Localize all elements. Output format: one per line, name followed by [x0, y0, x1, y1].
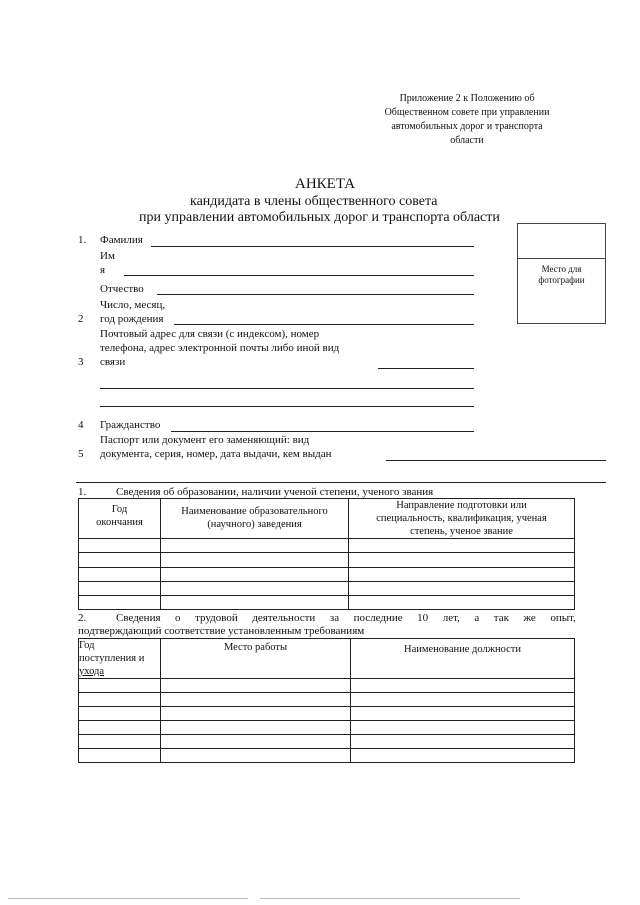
table-cell[interactable] [161, 596, 349, 610]
surname-label: Фамилия [100, 234, 143, 246]
address-label-line2: телефона, адрес электронной почты либо иной вид [100, 342, 340, 354]
citizenship-label: Гражданство [100, 419, 161, 431]
table-row [79, 679, 575, 693]
work-heading-word: а [474, 612, 480, 624]
work-heading-word: же [523, 612, 536, 624]
table-cell[interactable] [161, 539, 349, 553]
form-subtitle-line2: при управлении автомобильных дорог и транспорта области [139, 210, 500, 225]
work-col-year-line3: ухода [79, 666, 105, 677]
table-cell[interactable] [161, 553, 349, 568]
work-col-position-label: Наименование должности [404, 644, 521, 655]
education-number: 1. [78, 486, 87, 498]
passport-field-2[interactable] [76, 482, 606, 483]
work-heading-word: опыт, [550, 612, 576, 624]
table-cell[interactable] [349, 539, 575, 553]
education-col-institution [161, 499, 349, 539]
photo-divider [518, 258, 605, 259]
education-col-specialty-line2: специальность, квалификация, ученая [376, 513, 547, 524]
photo-label [518, 264, 605, 286]
patronymic-field[interactable] [157, 294, 474, 295]
table-cell[interactable] [79, 539, 161, 553]
work-col-year [79, 639, 161, 679]
appendix-line: Приложение 2 к Положению об [399, 93, 535, 104]
table-row [79, 553, 575, 568]
table-cell[interactable] [351, 707, 575, 721]
address-field-2[interactable] [100, 388, 474, 389]
education-table [78, 498, 575, 610]
education-heading: Сведения об образовании, наличии ученой степени, ученого звания [116, 486, 434, 498]
table-cell[interactable] [351, 679, 575, 693]
work-heading-word: за [329, 612, 340, 624]
item-number-5: 5 [78, 448, 84, 460]
table-cell[interactable] [79, 553, 161, 568]
education-col-institution-line2: (научного) заведения [207, 519, 302, 530]
table-cell[interactable] [161, 735, 351, 749]
table-cell[interactable] [351, 749, 575, 763]
work-heading-word: деятельности [252, 612, 316, 624]
education-col-specialty [349, 499, 575, 539]
work-table [78, 638, 575, 763]
work-heading-line2: подтверждающий соответствие установленным требованиям [78, 625, 365, 637]
address-label-line3: связи [100, 356, 126, 368]
table-cell[interactable] [351, 735, 575, 749]
passport-label-line2: документа, серия, номер, дата выдачи, кем выдан [100, 448, 332, 460]
citizenship-field[interactable] [171, 431, 474, 432]
work-col-workplace [161, 639, 351, 679]
appendix-line: Общественном совете при управлении [384, 107, 550, 118]
table-cell[interactable] [349, 553, 575, 568]
table-cell[interactable] [351, 721, 575, 735]
work-header-row [79, 639, 575, 679]
table-row [79, 721, 575, 735]
education-col-year-line1: Год [111, 504, 128, 515]
table-cell[interactable] [79, 693, 161, 707]
work-heading-word: о [175, 612, 181, 624]
patronymic-label: Отчество [100, 283, 144, 295]
table-cell[interactable] [79, 721, 161, 735]
work-heading-word: лет, [442, 612, 460, 624]
scan-artifact-line [8, 898, 248, 899]
table-cell[interactable] [161, 679, 351, 693]
photo-label-line2: фотографии [538, 275, 585, 285]
table-cell[interactable] [161, 568, 349, 582]
dob-field[interactable] [174, 324, 474, 325]
form-subtitle-line1: кандидата в члены общественного совета [190, 194, 438, 209]
work-col-year-line1: Год [79, 640, 95, 651]
education-col-specialty-line1: Направление подготовки или [396, 500, 527, 511]
table-cell[interactable] [79, 568, 161, 582]
passport-field-1[interactable] [386, 460, 606, 461]
table-cell[interactable] [349, 582, 575, 596]
appendix-note [372, 92, 562, 148]
table-row [79, 582, 575, 596]
table-cell[interactable] [161, 749, 351, 763]
table-row [79, 539, 575, 553]
table-cell[interactable] [351, 693, 575, 707]
address-field-3[interactable] [100, 406, 474, 407]
name-label-part2: я [100, 264, 106, 276]
work-heading-word: так [493, 612, 509, 624]
address-label-line1: Почтовый адрес для связи (с индексом), номер [100, 328, 320, 340]
dob-label-line1: Число, месяц, [100, 299, 166, 311]
work-col-workplace-label: Место работы [223, 642, 288, 653]
work-heading-word: последние [353, 612, 403, 624]
table-cell[interactable] [161, 721, 351, 735]
form-title: АНКЕТА [295, 176, 356, 192]
address-field-1[interactable] [378, 368, 474, 369]
passport-label-line1: Паспорт или документ его заменяющий: вид [100, 434, 310, 446]
table-cell[interactable] [79, 735, 161, 749]
table-cell[interactable] [79, 749, 161, 763]
table-cell[interactable] [79, 596, 161, 610]
name-label-part1: Им [100, 250, 115, 262]
education-header-row [79, 499, 575, 539]
table-row [79, 596, 575, 610]
education-col-specialty-line3: степень, ученое звание [410, 526, 513, 537]
table-cell[interactable] [161, 693, 351, 707]
scan-artifact-line [260, 898, 520, 899]
surname-field[interactable] [151, 246, 474, 247]
education-col-institution-line1: Наименование образовательного [181, 506, 328, 517]
photo-label-line1: Место для [541, 264, 582, 274]
table-row [79, 735, 575, 749]
education-col-year-line2: окончания [96, 517, 143, 528]
education-col-year [79, 499, 161, 539]
table-cell[interactable] [349, 596, 575, 610]
item-number-4: 4 [78, 419, 84, 431]
item-number-3: 3 [78, 356, 84, 368]
work-heading-word: 10 [417, 612, 429, 624]
work-col-position [351, 639, 575, 679]
item-number-2: 2 [78, 313, 84, 325]
dob-label-line2: год рождения [100, 313, 164, 325]
table-cell[interactable] [161, 707, 351, 721]
name-field[interactable] [124, 275, 474, 276]
table-cell[interactable] [349, 568, 575, 582]
item-number-1: 1. [78, 234, 87, 246]
table-row [79, 568, 575, 582]
table-row [79, 693, 575, 707]
table-cell[interactable] [79, 582, 161, 596]
table-row [79, 749, 575, 763]
appendix-line: автомобильных дорог и транспорта [391, 121, 543, 132]
table-cell[interactable] [161, 582, 349, 596]
work-heading-word: Сведения [116, 612, 161, 624]
photo-placeholder[interactable] [517, 223, 606, 324]
work-number: 2. [78, 612, 87, 624]
work-heading-word: трудовой [195, 612, 238, 624]
table-cell[interactable] [79, 679, 161, 693]
work-col-year-line2: поступления и [79, 653, 145, 664]
appendix-line: области [450, 135, 484, 146]
work-heading-line1 [116, 612, 576, 624]
table-cell[interactable] [79, 707, 161, 721]
table-row [79, 707, 575, 721]
